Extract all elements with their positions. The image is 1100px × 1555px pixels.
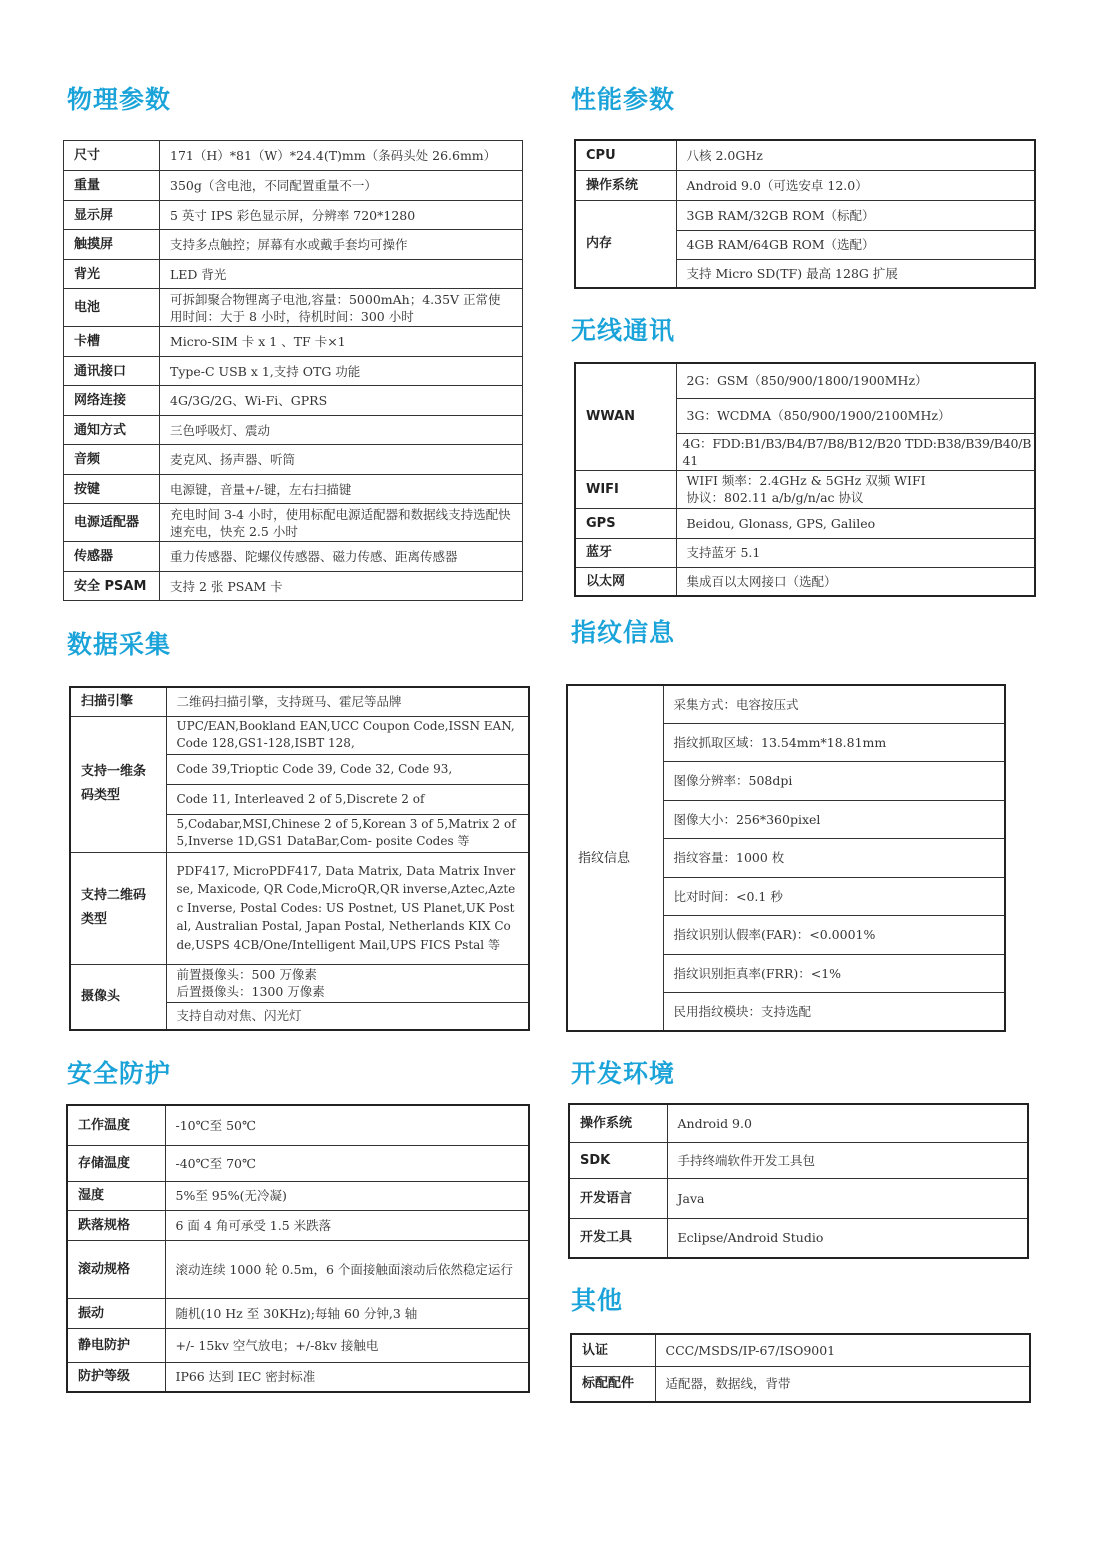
spec-value: 5,Codabar,MSI,Chinese 2 of 5,Korean 3 of 5,Matrix 2 of 5,Inverse 1D,GS1 DataBar,Com- posite Codes 等	[166, 814, 529, 852]
spec-key: 通讯接口	[64, 357, 160, 386]
section-title-other: 其他	[571, 1286, 624, 1315]
spec-key: 认证	[571, 1334, 655, 1366]
spec-value: 171（H）*81（W）*24.4(T)mm（条码头处 26.6mm）	[160, 141, 523, 171]
spec-value: LED 背光	[160, 260, 523, 289]
spec-value: 民用指纹模块：支持选配	[663, 992, 1005, 1031]
spec-key: 显示屏	[64, 201, 160, 230]
spec-value: 充电时间 3-4 小时，使用标配电源适配器和数据线支持选配快速充电，快充 2.5 小时	[160, 504, 523, 542]
performance-spec-table	[574, 139, 1036, 289]
spec-value: 支持 Micro SD(TF) 最高 128G 扩展	[676, 259, 1035, 288]
spec-key: WWAN	[575, 363, 676, 470]
spec-key: 音频	[64, 445, 160, 475]
spec-key: 安全 PSAM	[64, 572, 160, 601]
section-title-safety: 安全防护	[67, 1059, 172, 1088]
spec-key: 标配配件	[571, 1366, 655, 1402]
table-row	[64, 572, 523, 601]
spec-value: 支持自动对焦、闪光灯	[166, 1002, 529, 1030]
section-title-wireless: 无线通讯	[571, 316, 676, 345]
table-row	[575, 538, 1035, 567]
spec-key: 开发语言	[569, 1178, 667, 1218]
spec-value: 4GB RAM/64GB ROM（选配）	[676, 230, 1035, 259]
table-row	[64, 475, 523, 504]
spec-key: 滚动规格	[67, 1240, 165, 1298]
spec-value: 4G：FDD:B1/B3/B4/B7/B8/B12/B20 TDD:B38/B39/B40/B41	[676, 433, 1035, 470]
table-row	[67, 1328, 529, 1362]
other-spec-table	[570, 1333, 1031, 1403]
spec-key: 存储温度	[67, 1145, 165, 1181]
spec-value: 5%至 95%(无冷凝)	[165, 1181, 529, 1210]
table-row	[575, 508, 1035, 538]
spec-value: 手持终端软件开发工具包	[667, 1142, 1028, 1178]
data-capture-spec-table	[69, 686, 530, 1031]
spec-value: 2G：GSM（850/900/1800/1900MHz）	[676, 363, 1035, 398]
table-row	[70, 716, 529, 754]
table-row	[575, 470, 1035, 508]
spec-key: 支持一维条码类型	[70, 716, 166, 852]
table-row	[571, 1334, 1030, 1366]
spec-value: 适配器，数据线，背带	[655, 1366, 1030, 1402]
spec-key: CPU	[575, 140, 676, 170]
table-row	[67, 1362, 529, 1392]
spec-key: 湿度	[67, 1181, 165, 1210]
spec-value: Code 11, Interleaved 2 of 5,Discrete 2 of	[166, 784, 529, 814]
spec-value: 集成百以太网接口（选配）	[676, 567, 1035, 596]
spec-key: 振动	[67, 1298, 165, 1328]
spec-key: 操作系统	[569, 1104, 667, 1142]
spec-value: 可拆卸聚合物锂离子电池,容量：5000mAh；4.35V 正常使用时间：大于 8 小时，待机时间：300 小时	[160, 289, 523, 327]
spec-key: 电源适配器	[64, 504, 160, 542]
spec-value: 支持 2 张 PSAM 卡	[160, 572, 523, 601]
fingerprint-spec-table	[566, 684, 1006, 1032]
spec-value: 麦克风、扬声器、听筒	[160, 445, 523, 475]
spec-value: 重力传感器、陀螺仪传感器、磁力传感、距离传感器	[160, 542, 523, 572]
spec-value: Android 9.0	[667, 1104, 1028, 1142]
rear-camera: 后置摄像头：1300 万像素	[176, 984, 325, 999]
spec-key: 重量	[64, 171, 160, 201]
spec-key: 开发工具	[569, 1218, 667, 1258]
spec-value: -10℃至 50℃	[165, 1105, 529, 1145]
spec-value: PDF417, MicroPDF417, Data Matrix, Data Matrix Inverse, Maxicode, QR Code,MicroQR,QR inverse,Aztec,Aztec Inverse, Postal Codes: US Postnet, US Planet,UK Postal, Australian Postal, Japan Postal, Netherlands KIX Code,USPS 4CB/One/Intelligent Mail,UPS FICS Pstal 等	[166, 852, 529, 964]
spec-key: GPS	[575, 508, 676, 538]
spec-key: 卡槽	[64, 327, 160, 357]
table-row	[64, 289, 523, 327]
spec-value: 二维码扫描引擎，支持斑马、霍尼等品牌	[166, 687, 529, 716]
spec-key: 扫描引擎	[70, 687, 166, 716]
table-row	[64, 141, 523, 171]
table-row	[70, 687, 529, 716]
spec-key: 背光	[64, 260, 160, 289]
spec-value: 6 面 4 角可承受 1.5 米跌落	[165, 1210, 529, 1240]
spec-value: 图像分辨率：508dpi	[663, 761, 1005, 800]
table-row	[575, 200, 1035, 230]
spec-key: WIFI	[575, 470, 676, 508]
spec-key: 尺寸	[64, 141, 160, 171]
spec-value: 滚动连续 1000 轮 0.5m，6 个面接触面滚动后依然稳定运行	[165, 1240, 529, 1298]
spec-value: Eclipse/Android Studio	[667, 1218, 1028, 1258]
section-title-fingerprint: 指纹信息	[571, 618, 676, 647]
table-row	[575, 567, 1035, 596]
table-row	[64, 260, 523, 289]
spec-value: IP66 达到 IEC 密封标准	[165, 1362, 529, 1392]
front-camera: 前置摄像头：500 万像素	[176, 967, 317, 982]
spec-key: 操作系统	[575, 170, 676, 200]
spec-value: 3GB RAM/32GB ROM（标配）	[676, 200, 1035, 230]
spec-value: 支持多点触控；屏幕有水或戴手套均可操作	[160, 230, 523, 260]
spec-value: Beidou, Glonass, GPS, Galileo	[676, 508, 1035, 538]
section-title-physical: 物理参数	[67, 85, 172, 114]
table-row	[575, 140, 1035, 170]
spec-value: 比对时间：<0.1 秒	[663, 877, 1005, 915]
spec-value: 指纹识别拒真率(FRR)：<1%	[663, 954, 1005, 992]
spec-key: 以太网	[575, 567, 676, 596]
table-row	[67, 1145, 529, 1181]
spec-value: 随机(10 Hz 至 30KHz);每轴 60 分钟,3 轴	[165, 1298, 529, 1328]
table-row	[64, 416, 523, 445]
section-title-data-capture: 数据采集	[67, 630, 172, 659]
table-row	[64, 230, 523, 260]
section-title-performance: 性能参数	[571, 85, 676, 114]
spec-value: 指纹容量：1000 枚	[663, 838, 1005, 877]
table-row	[64, 201, 523, 230]
spec-value: UPC/EAN,Bookland EAN,UCC Coupon Code,ISSN EAN, Code 128,GS1-128,ISBT 128,	[166, 716, 529, 754]
table-row	[67, 1105, 529, 1145]
table-row	[70, 852, 529, 964]
spec-value: 指纹识别认假率(FAR)：<0.0001%	[663, 915, 1005, 954]
spec-key: 静电防护	[67, 1328, 165, 1362]
table-row	[64, 542, 523, 572]
physical-spec-table	[63, 140, 523, 601]
spec-value: 350g（含电池，不同配置重量不一）	[160, 171, 523, 201]
spec-value	[676, 470, 1035, 508]
spec-value: 八核 2.0GHz	[676, 140, 1035, 170]
table-row	[70, 964, 529, 1002]
spec-value: 图像大小：256*360pixel	[663, 800, 1005, 838]
spec-key: 跌落规格	[67, 1210, 165, 1240]
spec-value: 支持蓝牙 5.1	[676, 538, 1035, 567]
spec-key: 触摸屏	[64, 230, 160, 260]
section-title-devenv: 开发环境	[571, 1059, 676, 1088]
spec-key: 通知方式	[64, 416, 160, 445]
safety-spec-table	[66, 1104, 530, 1393]
table-row	[64, 327, 523, 357]
table-row	[569, 1142, 1028, 1178]
spec-value: +/- 15kv 空气放电；+/-8kv 接触电	[165, 1328, 529, 1362]
spec-key: 支持二维码类型	[70, 852, 166, 964]
spec-key: 按键	[64, 475, 160, 504]
table-row	[571, 1366, 1030, 1402]
table-row	[567, 685, 1005, 723]
wireless-spec-table	[574, 362, 1036, 597]
table-row	[64, 504, 523, 542]
wifi-frequency: WIFI 频率：2.4GHz & 5GHz 双频 WIFI	[686, 473, 926, 488]
table-row	[569, 1178, 1028, 1218]
spec-value: CCC/MSDS/IP-67/ISO9001	[655, 1334, 1030, 1366]
table-row	[67, 1210, 529, 1240]
spec-value: 指纹抓取区域：13.54mm*18.81mm	[663, 723, 1005, 761]
spec-value: Android 9.0（可选安卓 12.0）	[676, 170, 1035, 200]
spec-value: 采集方式：电容按压式	[663, 685, 1005, 723]
table-row	[64, 357, 523, 386]
wifi-protocol: 协议：802.11 a/b/g/n/ac 协议	[686, 490, 864, 505]
spec-value: 4G/3G/2G、Wi-Fi、GPRS	[160, 386, 523, 416]
table-row	[575, 170, 1035, 200]
spec-value: 3G：WCDMA（850/900/1900/2100MHz）	[676, 398, 1035, 433]
table-row	[67, 1240, 529, 1298]
spec-key: 内存	[575, 200, 676, 288]
spec-value: 5 英寸 IPS 彩色显示屏，分辨率 720*1280	[160, 201, 523, 230]
table-row	[569, 1104, 1028, 1142]
table-row	[575, 363, 1035, 398]
devenv-spec-table	[568, 1103, 1029, 1259]
spec-value	[166, 964, 529, 1002]
spec-key: 防护等级	[67, 1362, 165, 1392]
table-row	[67, 1298, 529, 1328]
spec-key: 摄像头	[70, 964, 166, 1030]
spec-key: SDK	[569, 1142, 667, 1178]
spec-key: 蓝牙	[575, 538, 676, 567]
table-row	[67, 1181, 529, 1210]
spec-value: 电源键，音量+/-键，左右扫描键	[160, 475, 523, 504]
table-row	[64, 171, 523, 201]
table-row	[64, 386, 523, 416]
spec-value: Java	[667, 1178, 1028, 1218]
spec-value: -40℃至 70℃	[165, 1145, 529, 1181]
spec-key: 电池	[64, 289, 160, 327]
spec-key: 传感器	[64, 542, 160, 572]
spec-key: 指纹信息	[567, 685, 663, 1031]
spec-value: Code 39,Trioptic Code 39, Code 32, Code 93,	[166, 754, 529, 784]
table-row	[64, 445, 523, 475]
table-row	[569, 1218, 1028, 1258]
spec-value: 三色呼吸灯、震动	[160, 416, 523, 445]
spec-value: Micro-SIM 卡 x 1 、TF 卡×1	[160, 327, 523, 357]
spec-value: Type-C USB x 1,支持 OTG 功能	[160, 357, 523, 386]
spec-key: 网络连接	[64, 386, 160, 416]
spec-key: 工作温度	[67, 1105, 165, 1145]
